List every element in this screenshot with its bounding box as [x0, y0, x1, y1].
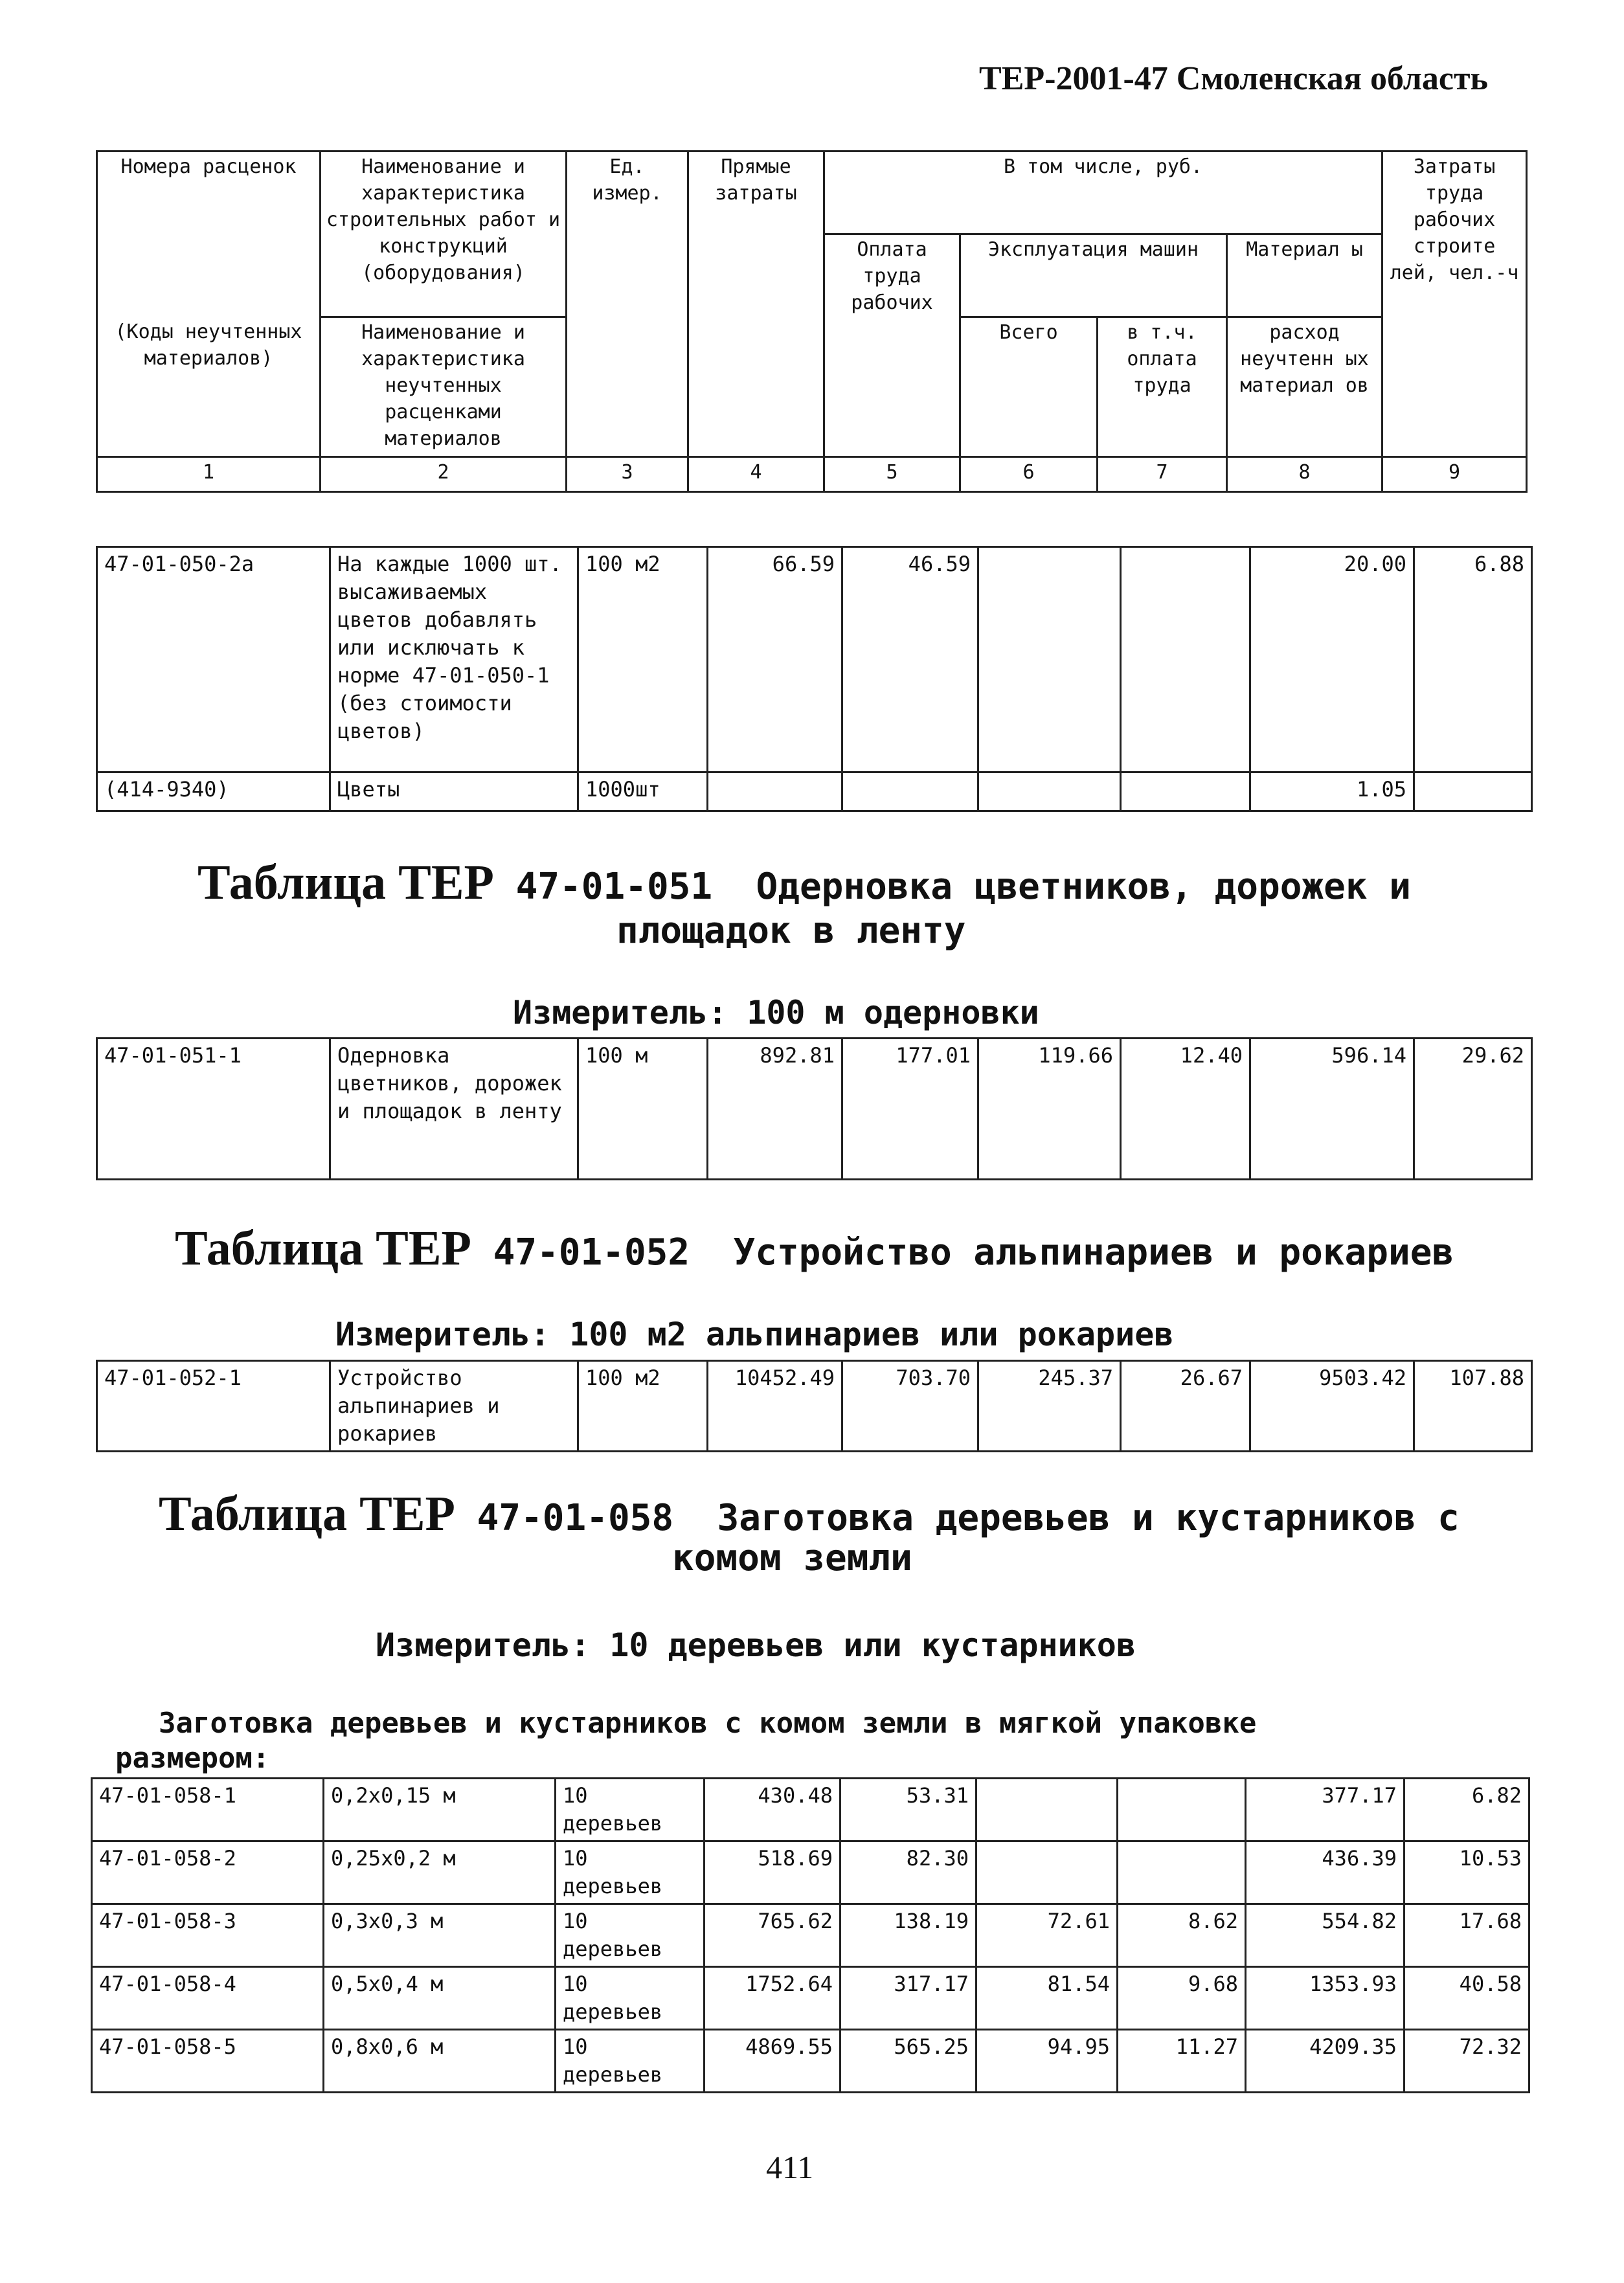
table-row	[97, 1361, 1532, 1452]
rate-materials: 596.14	[1250, 1039, 1414, 1180]
rate-worker-pay: 317.17	[840, 1967, 976, 2030]
table-prefix: Таблица ТЕР	[175, 1221, 471, 1276]
rate-materials: 20.00	[1250, 547, 1414, 772]
rate-direct-costs: 10452.49	[708, 1361, 842, 1452]
table-row	[97, 1039, 1532, 1180]
header-machine-operation: Эксплуатация машин	[960, 234, 1227, 317]
material-name: Цветы	[330, 772, 578, 811]
running-header: ТЕР-2001-47 Смоленская область	[979, 60, 1488, 97]
rate-direct-costs: 892.81	[708, 1039, 842, 1180]
header-worker-pay: Оплата труда рабочих	[824, 234, 960, 457]
rate-labor: 107.88	[1414, 1361, 1532, 1452]
column-number: 9	[1382, 457, 1527, 492]
rate-machine-total: 81.54	[976, 1967, 1118, 2030]
rate-name: 0,8х0,6 м	[324, 2030, 556, 2093]
rate-table-051	[96, 1037, 1533, 1180]
rate-direct-costs: 430.48	[705, 1779, 840, 1841]
rate-worker-pay: 46.59	[842, 547, 978, 772]
rate-labor: 29.62	[1414, 1039, 1532, 1180]
rate-labor: 6.88	[1414, 547, 1532, 772]
rate-name: 0,5х0,4 м	[324, 1967, 556, 2030]
rate-materials: 4209.35	[1246, 2030, 1404, 2093]
column-number: 8	[1227, 457, 1382, 492]
rate-machine-pay	[1121, 547, 1250, 772]
rate-code: 47-01-058-5	[92, 2030, 324, 2093]
rate-materials: 1353.93	[1246, 1967, 1404, 2030]
rate-machine-pay	[1118, 1841, 1246, 1904]
rate-machine-pay: 9.68	[1118, 1967, 1246, 2030]
table-051-title-line2: площадок в ленту	[616, 910, 966, 952]
page-number: 411	[766, 2149, 814, 2185]
rate-materials: 436.39	[1246, 1841, 1404, 1904]
rate-name: На каждые 1000 шт. высаживаемых цветов добавлять или исключать к норме 47-01-050-1 (без стоимости цветов)	[330, 547, 578, 772]
rate-direct-costs: 1752.64	[705, 1967, 840, 2030]
rate-machine-pay: 11.27	[1118, 2030, 1246, 2093]
column-number: 2	[321, 457, 567, 492]
rate-machine-total	[976, 1841, 1118, 1904]
table-prefix: Таблица ТЕР	[159, 1487, 455, 1541]
rate-labor: 10.53	[1404, 1841, 1529, 1904]
table-row	[92, 1904, 1529, 1967]
rate-worker-pay: 565.25	[840, 2030, 976, 2093]
header-work-name: Наименование и характеристика строительных работ и конструкций (оборудования)	[321, 152, 567, 317]
table-title: Одерновка цветников, дорожек и	[756, 866, 1411, 908]
table-row	[92, 2030, 1529, 2093]
table-058-measure: Измеритель: 10 деревьев или кустарников	[376, 1626, 1136, 1664]
header-direct-costs: Прямые затраты	[688, 152, 824, 457]
header-labor-cost: Затраты труда рабочих строите лей, чел.-ч	[1382, 152, 1527, 457]
column-number: 1	[97, 457, 321, 492]
column-number: 4	[688, 457, 824, 492]
header-material-consumption: расход неучтенн ых материал ов	[1227, 317, 1382, 457]
rate-table-052	[96, 1360, 1533, 1452]
rate-worker-pay: 703.70	[842, 1361, 978, 1452]
rate-code: 47-01-058-1	[92, 1779, 324, 1841]
table-058-subtitle: Заготовка деревьев и кустарников с комом земли в мягкой упаковке	[159, 1707, 1257, 1740]
table-051-title	[197, 855, 1411, 910]
rate-machine-total: 94.95	[976, 2030, 1118, 2093]
table-051-measure: Измеритель: 100 м одерновки	[513, 994, 1039, 1031]
rate-direct-costs: 4869.55	[705, 2030, 840, 2093]
header-including: В том числе, руб.	[824, 152, 1382, 234]
column-number: 6	[960, 457, 1098, 492]
header-machine-total: Всего	[960, 317, 1098, 457]
table-row	[92, 1967, 1529, 2030]
rate-unit: 100 м2	[578, 1361, 708, 1452]
table-number: 47-01-051	[515, 866, 713, 908]
table-058-title	[159, 1487, 1460, 1541]
rate-unit: 10 деревьев	[556, 1904, 705, 1967]
table-row	[97, 547, 1532, 772]
table-row	[97, 772, 1532, 811]
table-prefix: Таблица ТЕР	[197, 855, 494, 910]
rate-labor: 40.58	[1404, 1967, 1529, 2030]
rate-code: 47-01-052-1	[97, 1361, 330, 1452]
rate-materials: 9503.42	[1250, 1361, 1414, 1452]
rate-machine-pay: 26.67	[1121, 1361, 1250, 1452]
rate-materials: 554.82	[1246, 1904, 1404, 1967]
rate-code: 47-01-050-2а	[97, 547, 330, 772]
rate-unit: 100 м	[578, 1039, 708, 1180]
rate-machine-total: 72.61	[976, 1904, 1118, 1967]
material-code: (414-9340)	[97, 772, 330, 811]
rate-unit: 10 деревьев	[556, 1779, 705, 1841]
rate-machine-pay	[1118, 1779, 1246, 1841]
table-title: Заготовка деревьев и кустарников с	[717, 1497, 1460, 1539]
table-title: Устройство альпинариев и рокариев	[733, 1231, 1454, 1274]
column-number: 5	[824, 457, 960, 492]
rate-name: 0,25х0,2 м	[324, 1841, 556, 1904]
table-058-subtitle-line2: размером:	[115, 1742, 270, 1775]
header-material-name: Наименование и характеристика неучтенных расценками материалов	[321, 317, 567, 457]
rate-unit: 10 деревьев	[556, 2030, 705, 2093]
rate-code: 47-01-051-1	[97, 1039, 330, 1180]
rate-machine-pay: 12.40	[1121, 1039, 1250, 1180]
material-consumption: 1.05	[1250, 772, 1414, 811]
rate-name: 0,2х0,15 м	[324, 1779, 556, 1841]
rate-materials: 377.17	[1246, 1779, 1404, 1841]
rate-unit: 10 деревьев	[556, 1841, 705, 1904]
rate-worker-pay: 177.01	[842, 1039, 978, 1180]
rate-worker-pay: 82.30	[840, 1841, 976, 1904]
rate-direct-costs: 518.69	[705, 1841, 840, 1904]
table-052-measure: Измеритель: 100 м2 альпинариев или рокариев	[335, 1316, 1174, 1353]
table-number: 47-01-058	[477, 1497, 674, 1539]
rate-unit: 10 деревьев	[556, 1967, 705, 2030]
rate-machine-total	[976, 1779, 1118, 1841]
rate-name: 0,3х0,3 м	[324, 1904, 556, 1967]
rate-name: Устройство альпинариев и рокариев	[330, 1361, 578, 1452]
header-code: Номера расценок	[97, 152, 321, 234]
rate-machine-pay: 8.62	[1118, 1904, 1246, 1967]
rate-table-058	[91, 1777, 1530, 2093]
header-material-codes: (Коды неучтенных материалов)	[97, 317, 321, 457]
rate-name: Одерновка цветников, дорожек и площадок в ленту	[330, 1039, 578, 1180]
rate-labor: 72.32	[1404, 2030, 1529, 2093]
rate-labor: 17.68	[1404, 1904, 1529, 1967]
header-materials: Материал ы	[1227, 234, 1382, 317]
rate-direct-costs: 765.62	[705, 1904, 840, 1967]
column-number: 3	[567, 457, 688, 492]
column-number: 7	[1098, 457, 1227, 492]
rate-machine-total: 119.66	[978, 1039, 1121, 1180]
rate-worker-pay: 53.31	[840, 1779, 976, 1841]
rate-machine-total	[978, 547, 1121, 772]
table-052-title	[175, 1221, 1454, 1276]
table-058-title-line2: комом земли	[672, 1537, 912, 1579]
rate-table-050	[96, 546, 1533, 812]
column-header-table	[96, 150, 1528, 493]
table-row	[92, 1779, 1529, 1841]
material-unit: 1000шт	[578, 772, 708, 811]
rate-code: 47-01-058-4	[92, 1967, 324, 2030]
header-machine-worker-pay: в т.ч. оплата труда	[1098, 317, 1227, 457]
rate-machine-total: 245.37	[978, 1361, 1121, 1452]
rate-labor: 6.82	[1404, 1779, 1529, 1841]
table-number: 47-01-052	[493, 1231, 690, 1274]
table-row	[92, 1841, 1529, 1904]
header-unit: Ед. измер.	[567, 152, 688, 457]
rate-worker-pay: 138.19	[840, 1904, 976, 1967]
rate-code: 47-01-058-2	[92, 1841, 324, 1904]
rate-direct-costs: 66.59	[708, 547, 842, 772]
rate-unit: 100 м2	[578, 547, 708, 772]
rate-code: 47-01-058-3	[92, 1904, 324, 1967]
